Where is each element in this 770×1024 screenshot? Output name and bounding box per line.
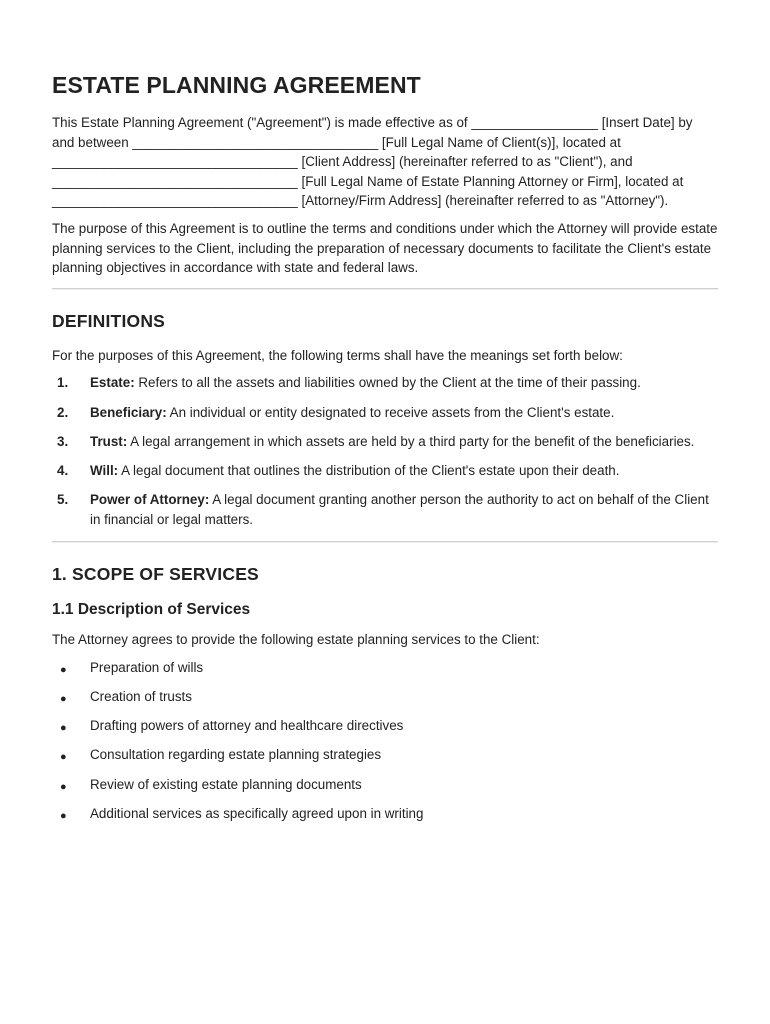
bullet-icon: ● — [60, 693, 67, 706]
definition-text: A legal document granting another person the authority to act on behalf of the Client in financial or legal matters. — [90, 492, 709, 527]
section-divider — [52, 541, 718, 542]
definition-number: 3. — [57, 433, 69, 449]
service-item — [52, 658, 718, 678]
definition-term: Beneficiary: — [90, 404, 167, 420]
definition-text: A legal arrangement in which assets are held by a third party for the benefit of the beneficiaries. — [127, 433, 695, 449]
service-item — [52, 775, 718, 795]
service-text: Review of existing estate planning documents — [90, 776, 362, 792]
service-item — [52, 745, 718, 765]
definition-text: A legal document that outlines the distribution of the Client's estate upon their death. — [118, 462, 620, 478]
bullet-icon: ● — [60, 663, 67, 676]
definition-term: Trust: — [90, 433, 128, 449]
bullet-icon: ● — [60, 809, 67, 822]
definition-item — [52, 403, 718, 423]
purpose-paragraph: The purpose of this Agreement is to outline the terms and conditions under which the Attorney will provide estate planning services to the Client, including the preparation of necessary documents to facilitate the Client's estate planning objectives in accordance with state and federal laws. — [52, 220, 718, 276]
definition-item — [52, 461, 718, 481]
service-text: Drafting powers of attorney and healthcare directives — [90, 718, 404, 734]
bullet-icon: ● — [60, 780, 67, 793]
definition-number: 4. — [57, 462, 69, 478]
definition-text: Refers to all the assets and liabilities owned by the Client at the time of their passing. — [134, 375, 641, 391]
definition-number: 5. — [57, 492, 69, 508]
service-item — [52, 804, 718, 824]
definition-item — [52, 373, 718, 393]
definition-term: Estate: — [90, 375, 135, 391]
definition-item — [52, 432, 718, 452]
definitions-heading: DEFINITIONS — [52, 310, 166, 331]
definition-term: Power of Attorney: — [90, 492, 210, 508]
bullet-icon: ● — [60, 722, 67, 735]
scope-heading: 1. SCOPE OF SERVICES — [52, 564, 259, 585]
scope-lead: The Attorney agrees to provide the following estate planning services to the Client: — [52, 632, 540, 648]
definition-number: 1. — [57, 375, 69, 391]
service-text: Creation of trusts — [90, 689, 192, 705]
service-item — [52, 716, 718, 736]
services-list — [52, 658, 718, 824]
service-text: Consultation regarding estate planning strategies — [90, 747, 382, 763]
intro-paragraph: This Estate Planning Agreement ("Agreement") is made effective as of _________________ [Insert Date] by and between _________________________________ [Full Legal Name of Client(s)], located at _________________________________ [Client Address] (hereinafter referred to as "Client"), and _________________________________ [Full Legal Name of Estate Planning Attorney or Firm], located at _________________________________ [Attorney/Firm Address] (hereinafter referred to as "Attorney"). — [52, 115, 693, 209]
definition-item — [52, 490, 718, 529]
definition-text: An individual or entity designated to receive assets from the Client's estate. — [166, 404, 615, 420]
definitions-list — [52, 373, 718, 529]
section-divider — [52, 288, 718, 289]
service-text: Preparation of wills — [90, 659, 204, 675]
service-text: Additional services as specifically agreed upon in writing — [90, 805, 424, 821]
bullet-icon: ● — [60, 751, 67, 764]
scope-subheading: 1.1 Description of Services — [52, 601, 251, 619]
document-title: ESTATE PLANNING AGREEMENT — [52, 72, 421, 98]
definitions-lead: For the purposes of this Agreement, the following terms shall have the meanings set forth below: — [52, 347, 623, 363]
definition-term: Will: — [90, 462, 119, 478]
definition-number: 2. — [57, 404, 69, 420]
service-item — [52, 687, 718, 707]
